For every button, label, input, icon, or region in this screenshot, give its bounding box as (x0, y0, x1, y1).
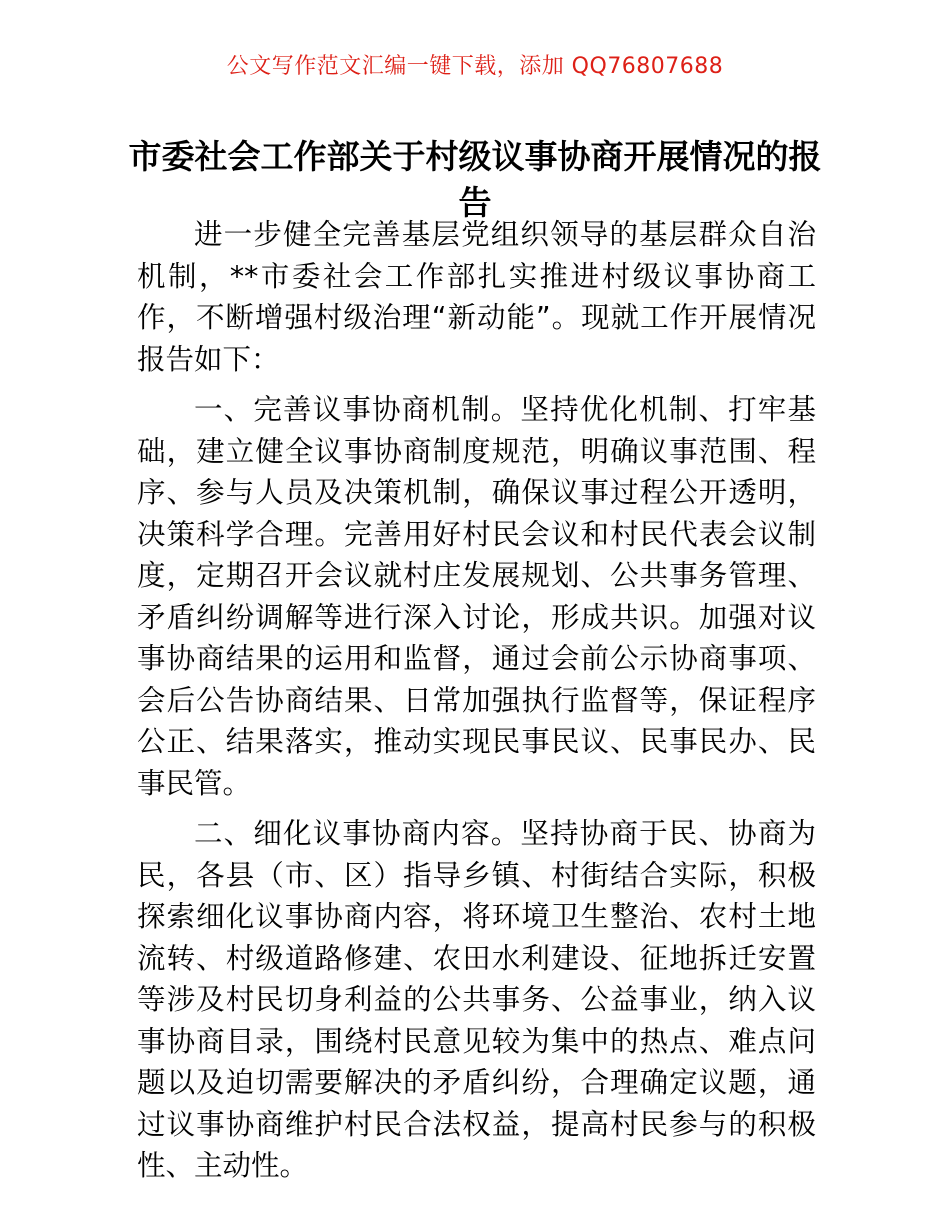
paragraph-section-two: 二、细化议事协商内容。坚持协商于民、协商为民，各县（市、区）指导乡镇、村街结合实际，积极探索细化议事协商内容，将环境卫生整治、农村土地流转、村级道路修建、农田水利建设、征地拆迁安置等涉及村民切身利益的公共事务、公益事业，纳入议事协商目录，围绕村民意见较为集中的热点、难点问题以及迫切需要解决的矛盾纠纷，合理确定议题，通过议事协商维护村民合法权益，提高村民参与的积极性、主动性。 (137, 817, 816, 1182)
promo-header-text: 公文写作范文汇编一键下载，添加 QQ76807688 (226, 54, 724, 79)
document-body (137, 214, 816, 1196)
paragraph-intro: 进一步健全完善基层党组织领导的基层群众自治机制，**市委社会工作部扎实推进村级议事协商工作，不断增强村级治理“新动能”。现就工作开展情况报告如下： (137, 218, 816, 376)
page-title: 市委社会工作部关于村级议事协商开展情况的报告 (128, 137, 822, 223)
paragraph-section-one: 一、完善议事协商机制。坚持优化机制、打牢基础，建立健全议事协商制度规范，明确议事范围、程序、参与人员及决策机制，确保议事过程公开透明，决策科学合理。完善用好村民会议和村民代表会议制度，定期召开会议就村庄发展规划、公共事务管理、矛盾纠纷调解等进行深入讨论，形成共识。加强对议事协商结果的运用和监督，通过会前公示协商事项、会后公告协商结果、日常加强执行监督等，保证程序公正、结果落实，推动实现民事民议、民事民办、民事民管。 (137, 393, 816, 800)
